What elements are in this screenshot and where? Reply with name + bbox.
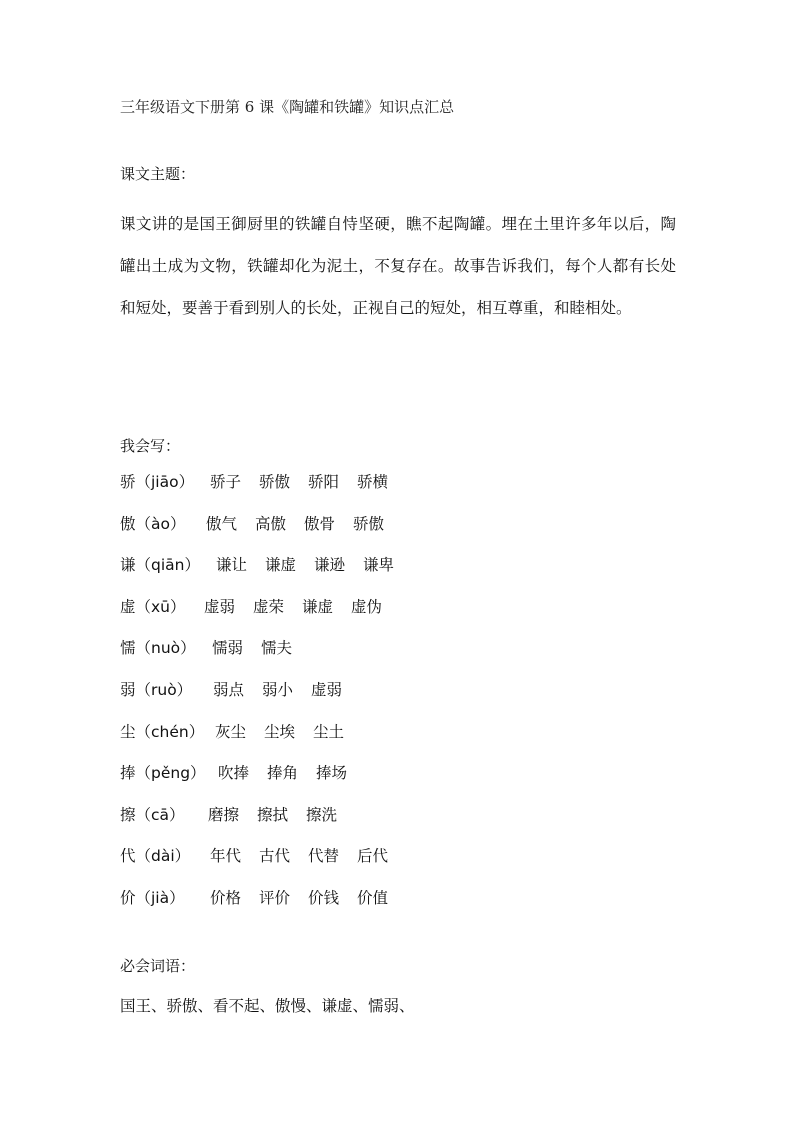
word: 虚荣 <box>253 597 285 616</box>
theme-paragraph: 课文讲的是国王御厨里的铁罐自恃坚硬，瞧不起陶罐。埋在土里许多年以后，陶罐出土成为文物，铁罐却化为泥土，不复存在。故事告诉我们，每个人都有长处和短处，要善于看到别人的长处，正视自己的短处，相互尊重，和睦相处。 <box>120 215 676 317</box>
word: 尘埃 <box>264 722 296 741</box>
vocab-heading: 必会词语： <box>120 957 196 975</box>
word: 虚弱 <box>204 597 236 616</box>
char-label: 虚（xū） <box>120 597 186 616</box>
word: 虚伪 <box>351 597 383 616</box>
word: 傲气 <box>206 514 238 533</box>
word: 谦虚 <box>302 597 334 616</box>
word: 捧角 <box>267 764 299 783</box>
word: 虚弱 <box>311 680 343 699</box>
word: 懦弱 <box>212 639 244 658</box>
word: 代替 <box>308 847 340 866</box>
theme-heading: 课文主题： <box>120 165 196 183</box>
word: 擦洗 <box>306 805 338 824</box>
word: 价格 <box>210 888 242 907</box>
word: 骄子 <box>210 473 242 491</box>
word: 谦卑 <box>363 556 395 575</box>
word: 捧场 <box>316 764 348 783</box>
word: 吹捧 <box>218 764 250 783</box>
word: 傲骨 <box>304 514 336 533</box>
word: 古代 <box>259 847 291 866</box>
word: 骄横 <box>357 473 389 491</box>
word: 年代 <box>210 847 242 866</box>
char-label: 懦（nuò） <box>120 639 196 658</box>
word: 价值 <box>357 888 389 907</box>
char-label: 傲（ào） <box>120 514 186 533</box>
word: 磨擦 <box>208 805 240 824</box>
word: 弱点 <box>213 680 245 699</box>
word: 尘土 <box>313 722 345 741</box>
word: 谦虚 <box>265 556 297 575</box>
char-label: 代（dài） <box>120 847 191 866</box>
word: 谦让 <box>216 556 248 575</box>
write-heading: 我会写： <box>120 437 181 455</box>
word: 评价 <box>259 888 291 907</box>
char-label: 骄（jiāo） <box>120 473 195 491</box>
word: 高傲 <box>255 514 287 533</box>
word: 弱小 <box>262 680 294 699</box>
word: 擦拭 <box>257 805 289 824</box>
word: 骄阳 <box>308 473 340 491</box>
char-label: 弱（ruò） <box>120 680 193 699</box>
word: 价钱 <box>308 888 340 907</box>
word: 骄傲 <box>353 514 385 533</box>
word: 灰尘 <box>215 722 247 741</box>
word: 后代 <box>357 847 389 866</box>
char-label: 谦（qiān） <box>120 556 200 575</box>
document-title: 三年级语文下册第 6 课《陶罐和铁罐》知识点汇总 <box>120 98 455 116</box>
char-label: 尘（chén） <box>120 722 205 741</box>
vocab-list: 国王、骄傲、看不起、傲慢、谦虚、懦弱、 <box>120 997 415 1015</box>
word: 懦夫 <box>261 639 293 658</box>
char-label: 擦（cā） <box>120 805 185 824</box>
char-label: 捧（pěng） <box>120 764 206 783</box>
char-label: 价（jià） <box>120 888 185 907</box>
word: 骄傲 <box>259 473 291 491</box>
word: 谦逊 <box>314 556 346 575</box>
